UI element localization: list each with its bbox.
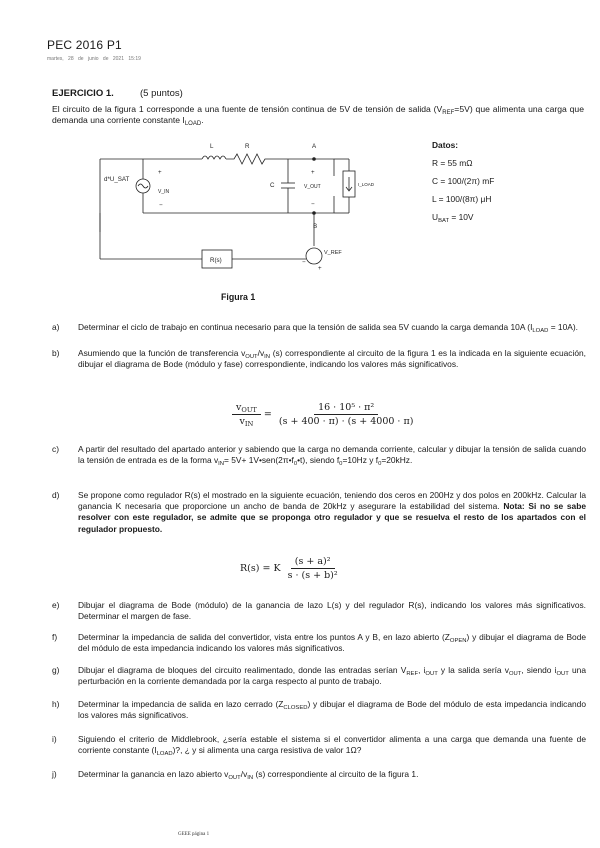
data-item: $U_{BAT} = 10V$ [432,212,474,224]
transfer-function-equation: $\frac{v_{OUT}}{v_{IN}}$ = $\frac{\text{16 · 10⁵ · π²}}{(s + 400 \cdot \pi) \cdot (s + 4000 \cdot \pi)}$ [232,402,417,427]
vref-plus: + [318,265,322,272]
vout-label: V_OUT [304,184,321,190]
question-c [52,444,586,466]
exercise-intro: El circuito de la figura 1 corresponde a una fuente de tensión continua de 5V de tensión de salida $(V_{REF}=5V)$ que alimenta una carga que demanda una corriente constante $I_{LOAD}$. [52,104,584,127]
question-text [78,490,586,535]
circuit-diagram [52,132,392,302]
question-label: h) [52,699,60,709]
vin-label: V_IN [158,189,170,195]
capacitor-label: C [270,182,275,189]
question-label: g) [52,665,60,675]
question-text: Dibujar el diagrama de bloques del circuito realimentado, donde las entradas serían $V_{REF}$, $i_{OUT}$ y la salida sería $v_{OUT}$, siendo $i_{OUT}$ una perturbación en la corriente demandada por la carga respecto al punto de trabajo. [78,665,586,687]
question-label: e) [52,600,60,610]
question-text: A partir del resultado del apartado anterior y sabiendo que la carga no demanda corriente, calcular y dibujar la tensión de salida cuando la tensión de entrada es de la forma $v_{IN}= 5V+$ $1V•sen(2\pi•f_0•t)$, siendo $f_0=10Hz$ y $f_0=20kHz$. [78,444,586,468]
data-item: L = 100/(8π) μH [432,194,492,204]
exercise-points: (5 puntos) [140,88,183,99]
exercise-label: EJERCICIO 1. [52,88,114,99]
node-b-label: B [313,223,318,230]
figure-caption: Figura 1 [221,292,256,302]
question-text: Asumiendo que la función de transferencia $v_{OUT}/v_{IN}$ (s) correspondiente al circuito de la figura 1 es la indicada en la siguiente ecuación, dibujar el diagrama de Bode (módulo y fase) correspondiente, indicando los valores más significativos. [78,348,586,370]
page-meta [47,56,141,62]
page-time: 15:19 [128,56,141,62]
iload-label: I_LOAD [358,182,375,187]
question-a [52,322,586,333]
question-label: b) [52,348,60,358]
question-label: c) [52,444,59,454]
vout-minus: − [311,201,315,208]
rs-lhs: R(s) = K [240,563,281,574]
question-h [52,699,586,721]
rs-num: (s + a)² [291,556,335,569]
question-text: Determinar el ciclo de trabajo en continua necesario para que la tensión de salida sea 5V cuando la carga demanda 10A $(I_{LOAD} = 10A)$. [78,322,578,334]
tf-lhs-den: $v_{IN}$ [239,416,254,428]
question-e [52,600,586,622]
vin-minus: − [159,202,163,209]
rs-den: s · (s + b)² [287,570,338,581]
tf-lhs-num: $v_{OUT}$ [232,402,261,415]
question-note: Nota: Si no se sabe resolver con este regulador, se admite que se proponga otro regulador y que se resuelva el resto de los apartados con el regulador propuesto. [78,501,586,534]
resistor-label: R [245,143,250,150]
question-b [52,348,586,370]
inductor-label: L [210,143,214,150]
vout-plus: + [311,169,315,176]
question-i [52,734,586,756]
question-text: Dibujar el diagrama de Bode (módulo) de la ganancia de lazo L(s) y del regulador R(s), indicando los valores más significativos. Determinar el margen de fase. [78,600,586,622]
vref-label: V_REF [324,250,342,256]
question-text: Determinar la impedancia de salida del convertidor, vista entre los puntos A y B, en lazo abierto $(Z_{OPEN})$ y dibujar el diagrama de Bode del módulo de esta impedancia indicando los valores más significativos. [78,632,587,654]
question-text: Determinar la ganancia en lazo abierto $v_{OUT}/v_{IN}$ (s) correspondiente al circuito de la figura 1. [78,769,419,781]
question-text: Siguiendo el criterio de Middlebrook, ¿sería estable el sistema si el convertidor alimenta a una carga que demanda una fuente de corriente constante $(I_{LOAD})$?, ¿ y si alimenta una carga resistiva de valor 1Ω? [78,734,586,758]
node-a-label: A [312,143,317,150]
source-label: d*U_SAT [104,176,130,183]
data-item: C = 100/(2π) mF [432,176,495,186]
question-d [52,490,586,535]
question-label: j) [52,769,57,779]
regulator-equation [240,556,342,581]
tf-num: 16 · 10⁵ · π² [314,402,378,415]
question-text: Determinar la impedancia de salida en lazo cerrado $(Z_{CLOSED})$ y dibujar el diagrama de Bode del módulo de esta impedancia indicando los valores más significativos. [78,699,586,721]
question-text-plain: Se propone como regulador R(s) el mostrado en la siguiente ecuación, teniendo dos ceros en 200Hz y dos polos en 200kHz. Calcular la ganancia K necesaria que proporcione un ancho de banda de 20kHz y asegurare la estabilidad del sistema. [78,490,586,512]
vref-minus: − [302,259,306,266]
question-f [52,632,586,654]
question-g [52,665,586,687]
data-block [432,136,494,226]
question-label: d) [52,490,60,500]
question-label: a) [52,322,60,332]
data-item: R = 55 mΩ [432,158,473,168]
question-label: i) [52,734,57,744]
page-date: martes, 28 de junio de 2021 [47,56,124,62]
tf-den: (s + 400 · π) · (s + 4000 · π) [278,416,414,427]
question-j [52,769,586,780]
page-title: PEC 2016 P1 [47,38,122,52]
vin-plus: + [158,169,162,176]
question-label: f) [52,632,58,642]
data-heading: Datos: [432,140,459,150]
regulator-label: R(s) [210,257,222,264]
page-footer: GEEE página 1 [178,832,210,837]
